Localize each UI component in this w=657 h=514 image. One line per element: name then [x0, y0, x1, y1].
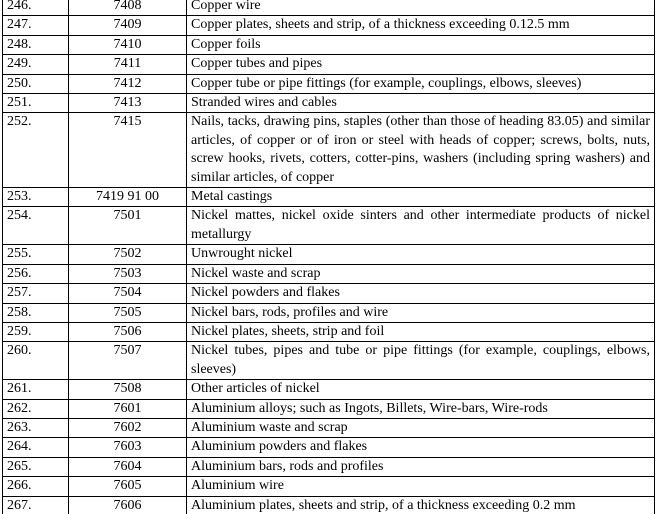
description-cell: Nickel tubes, pipes and tube or pipe fittings (for example, couplings, elbows, sleeves) [187, 342, 655, 380]
serial-number-cell: 264. [3, 438, 69, 457]
serial-number-cell: 259. [3, 322, 69, 341]
table-row [3, 264, 655, 283]
description-cell: Copper tube or pipe fittings (for example, couplings, elbows, sleeves) [187, 74, 655, 93]
description-cell: Nickel bars, rods, profiles and wire [187, 303, 655, 322]
hs-code-cell: 7502 [69, 245, 187, 264]
serial-number-cell: 266. [3, 477, 69, 496]
serial-number-cell: 257. [3, 284, 69, 303]
table-row [3, 74, 655, 93]
table-row [3, 303, 655, 322]
serial-number-cell: 254. [3, 207, 69, 245]
table-row [3, 35, 655, 54]
hs-code-cell: 7503 [69, 264, 187, 283]
serial-number-cell: 258. [3, 303, 69, 322]
description-cell: Copper wire [187, 0, 655, 16]
description-cell: Stranded wires and cables [187, 94, 655, 113]
serial-number-cell: 265. [3, 457, 69, 476]
table-row [3, 380, 655, 399]
description-cell: Nails, tacks, drawing pins, staples (other than those of heading 83.05) and similar articles, of copper or of iron or steel with heads of copper; screws, bolts, nuts, screw hooks, rivets, cotters, cotter-pins, washers (including spring washers) and similar articles, of copper [187, 113, 655, 188]
hs-code-cell: 7410 [69, 35, 187, 54]
hs-code-cell: 7604 [69, 457, 187, 476]
table-row [3, 0, 655, 16]
table-row [3, 55, 655, 74]
hs-code-cell: 7413 [69, 94, 187, 113]
serial-number-cell: 255. [3, 245, 69, 264]
table-row [3, 16, 655, 35]
description-cell: Copper tubes and pipes [187, 55, 655, 74]
hs-code-cell: 7506 [69, 322, 187, 341]
hs-code-cell: 7505 [69, 303, 187, 322]
hs-code-cell: 7409 [69, 16, 187, 35]
description-cell: Aluminium powders and flakes [187, 438, 655, 457]
table-row [3, 342, 655, 380]
tariff-table-body [3, 0, 655, 514]
table-row [3, 188, 655, 207]
hs-code-cell: 7602 [69, 418, 187, 437]
description-cell: Aluminium wire [187, 477, 655, 496]
hs-code-cell: 7415 [69, 113, 187, 188]
serial-number-cell: 256. [3, 264, 69, 283]
hs-code-cell: 7601 [69, 399, 187, 418]
description-cell: Other articles of nickel [187, 380, 655, 399]
table-row [3, 438, 655, 457]
hs-code-cell: 7408 [69, 0, 187, 16]
description-cell: Aluminium alloys; such as Ingots, Billets, Wire-bars, Wire-rods [187, 399, 655, 418]
description-cell: Nickel mattes, nickel oxide sinters and other intermediate products of nickel metallurgy [187, 207, 655, 245]
hs-code-cell: 7504 [69, 284, 187, 303]
serial-number-cell: 246. [3, 0, 69, 16]
hs-code-cell: 7411 [69, 55, 187, 74]
table-row [3, 399, 655, 418]
description-cell: Metal castings [187, 188, 655, 207]
table-row [3, 113, 655, 188]
table-row [3, 477, 655, 496]
description-cell: Aluminium bars, rods and profiles [187, 457, 655, 476]
hs-code-cell: 7605 [69, 477, 187, 496]
hs-code-cell: 7501 [69, 207, 187, 245]
serial-number-cell: 260. [3, 342, 69, 380]
hs-code-cell: 7419 91 00 [69, 188, 187, 207]
table-row [3, 322, 655, 341]
description-cell: Nickel powders and flakes [187, 284, 655, 303]
serial-number-cell: 249. [3, 55, 69, 74]
table-row [3, 418, 655, 437]
description-cell: Nickel waste and scrap [187, 264, 655, 283]
serial-number-cell: 247. [3, 16, 69, 35]
table-row [3, 284, 655, 303]
serial-number-cell: 252. [3, 113, 69, 188]
table-row [3, 245, 655, 264]
serial-number-cell: 253. [3, 188, 69, 207]
hs-code-cell: 7603 [69, 438, 187, 457]
description-cell: Aluminium waste and scrap [187, 418, 655, 437]
serial-number-cell: 251. [3, 94, 69, 113]
table-row [3, 94, 655, 113]
description-cell: Unwrought nickel [187, 245, 655, 264]
table-row [3, 496, 655, 514]
hs-code-cell: 7606 [69, 496, 187, 514]
serial-number-cell: 262. [3, 399, 69, 418]
serial-number-cell: 267. [3, 496, 69, 514]
serial-number-cell: 248. [3, 35, 69, 54]
description-cell: Copper plates, sheets and strip, of a thickness exceeding 0.12.5 mm [187, 16, 655, 35]
description-cell: Aluminium plates, sheets and strip, of a thickness exceeding 0.2 mm [187, 496, 655, 514]
table-row [3, 457, 655, 476]
table-row [3, 207, 655, 245]
serial-number-cell: 263. [3, 418, 69, 437]
description-cell: Copper foils [187, 35, 655, 54]
serial-number-cell: 250. [3, 74, 69, 93]
description-cell: Nickel plates, sheets, strip and foil [187, 322, 655, 341]
hs-code-cell: 7508 [69, 380, 187, 399]
serial-number-cell: 261. [3, 380, 69, 399]
tariff-table [2, 0, 655, 514]
hs-code-cell: 7412 [69, 74, 187, 93]
hs-code-cell: 7507 [69, 342, 187, 380]
